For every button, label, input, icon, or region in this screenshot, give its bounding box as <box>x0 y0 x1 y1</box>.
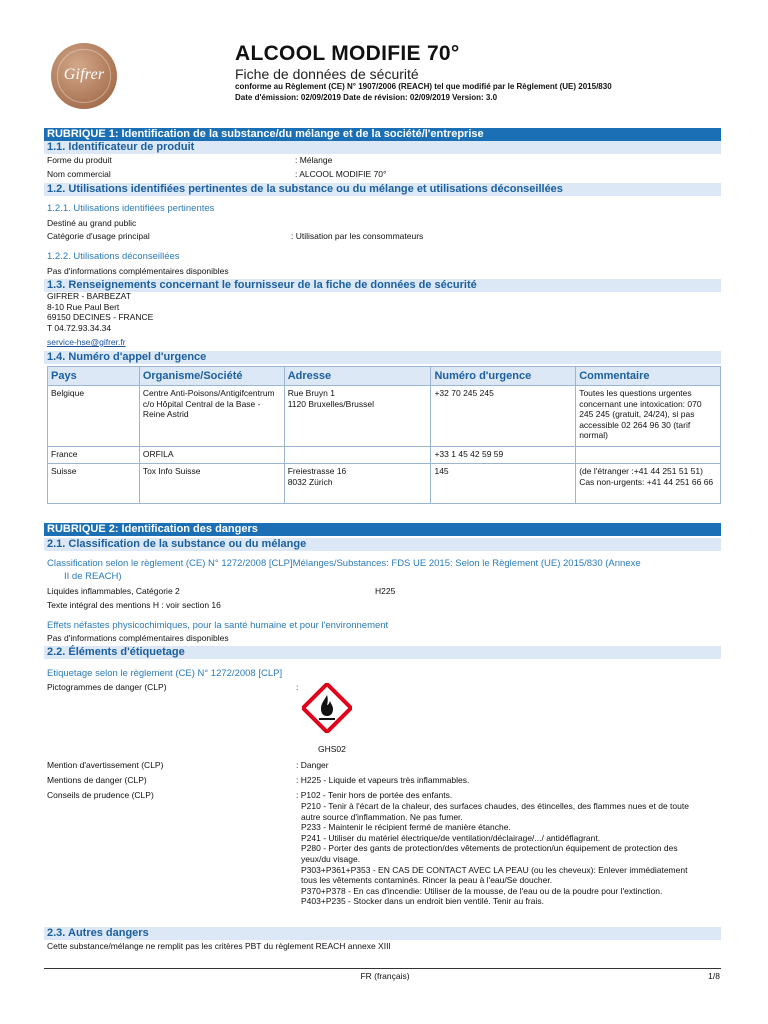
destine-text: Destiné au grand public <box>47 218 137 228</box>
col-header-organisme: Organisme/Société <box>139 367 284 386</box>
section-1-4-header: 1.4. Numéro d'appel d'urgence <box>44 351 721 364</box>
table-row <box>48 447 721 464</box>
cell-commentaire: (de l'étranger :+41 44 251 51 51) Cas non-urgents: +41 44 251 66 66 <box>576 464 721 504</box>
gifrer-logo <box>51 43 117 109</box>
conseil-item: P233 - Maintenir le récipient fermé de manière étanche. <box>301 822 511 833</box>
supplier-line: 8-10 Rue Paul Bert <box>47 301 120 312</box>
categorie-value: : Utilisation par les consommateurs <box>291 231 424 241</box>
conseil-item: P403+P235 - Stocker dans un endroit bien ventilé. Tenir au frais. <box>301 896 544 907</box>
conseils-first: : P102 - Tenir hors de portée des enfants. <box>296 790 453 800</box>
cell-commentaire <box>576 447 721 464</box>
cell-numero: +33 1 45 42 59 59 <box>431 447 576 464</box>
col-header-numero: Numéro d'urgence <box>431 367 576 386</box>
categorie-label: Catégorie d'usage principal <box>47 231 150 241</box>
flame-pictogram-icon <box>302 683 352 733</box>
pas-info-2: Pas d'informations complémentaires disponibles <box>47 633 229 643</box>
supplier-line: GIFRER - BARBEZAT <box>47 291 131 301</box>
mentions-danger-value: : H225 - Liquide et vapeurs très inflammables. <box>296 775 470 785</box>
cell-numero: 145 <box>431 464 576 504</box>
emergency-table <box>47 366 721 504</box>
liquides-label: Liquides inflammables, Catégorie 2 <box>47 586 180 596</box>
conseil-item: P210 - Tenir à l'écart de la chaleur, des surfaces chaudes, des étincelles, des flammes nues et de toute autre source d'inflammation. Ne pas fumer. <box>301 801 689 822</box>
conseils-list <box>301 801 701 907</box>
mention-avert-label: Mention d'avertissement (CLP) <box>47 760 164 770</box>
footer-divider <box>44 968 721 969</box>
supplier-line: 69150 DECINES - FRANCE <box>47 312 154 322</box>
autres-dangers-text: Cette substance/mélange ne remplit pas les critères PBT du règlement REACH annexe XIII <box>47 941 391 951</box>
conformity-line: conforme au Règlement (CE) N° 1907/2006 (REACH) tel que modifié par le Règlement (UE) 2015/830 <box>235 82 612 91</box>
dates-line: Date d'émission: 02/09/2019 Date de révision: 02/09/2019 Version: 3.0 <box>235 93 498 102</box>
document-title: ALCOOL MODIFIE 70° <box>235 42 460 65</box>
section-1-2-header: 1.2. Utilisations identifiées pertinentes de la substance ou du mélange et utilisations déconseillées <box>44 183 721 196</box>
conseil-item: P370+P378 - En cas d'incendie: Utiliser de la mousse, de l'eau ou de la poudre pour l'extinction. <box>301 885 663 896</box>
footer-page-number: 1/8 <box>708 971 720 981</box>
cell-adresse: Freiestrasse 16 8032 Zürich <box>284 464 431 504</box>
document-subtitle: Fiche de données de sécurité <box>235 66 419 82</box>
cell-organisme: Centre Anti-Poisons/Antigifcentrum c/o Hôpital Central de la Base - Reine Astrid <box>139 386 284 447</box>
footer-language: FR (français) <box>360 971 410 981</box>
conseil-item: P303+P361+P353 - EN CAS DE CONTACT AVEC LA PEAU (ou les cheveux): Enlever immédiatement tous les vêtements contaminés. Rincer la peau à l'eau/Se doucher. <box>301 864 688 886</box>
section-1-3-header: 1.3. Renseignements concernant le fournisseur de la fiche de données de sécurité <box>44 279 721 292</box>
nom-label: Nom commercial <box>47 169 111 179</box>
cell-numero: +32 70 245 245 <box>431 386 576 447</box>
rubrique-2-header: RUBRIQUE 2: Identification des dangers <box>44 523 721 536</box>
section-2-3-header: 2.3. Autres dangers <box>44 927 721 940</box>
nom-value: : ALCOOL MODIFIE 70° <box>295 169 387 179</box>
supplier-address <box>47 291 153 333</box>
cell-commentaire: Toutes les questions urgentes concernant une intoxication: 070 245 245 (gratuit, 24/24), si pas accessible 02 264 96 30 (tarif normal) <box>576 386 721 447</box>
pictogrammes-colon: : <box>296 682 299 692</box>
classification-line-2: II de REACH) <box>64 571 122 582</box>
cell-organisme: Tox Info Suisse <box>139 464 284 504</box>
pictogrammes-label: Pictogrammes de danger (CLP) <box>47 682 167 692</box>
texte-integral: Texte intégral des mentions H : voir section 16 <box>47 600 221 610</box>
forme-value: : Mélange <box>295 155 333 165</box>
conseil-item: P280 - Porter des gants de protection/des vêtements de protection/un équipement de protection des yeux/du visage. <box>301 843 678 864</box>
supplier-line: T 04.72.93.34.34 <box>47 322 112 333</box>
cell-organisme: ORFILA <box>139 447 284 464</box>
classification-line-1: Classification selon le règlement (CE) N° 1272/2008 [CLP]Mélanges/Substances: FDS UE 2015: Selon le Règlement (UE) 2015/830 (Annexe <box>47 558 641 569</box>
cell-pays: Suisse <box>48 464 140 504</box>
cell-pays: France <box>48 447 140 464</box>
rubrique-1-header: RUBRIQUE 1: Identification de la substance/du mélange et de la société/l'entreprise <box>44 128 721 141</box>
pas-info-text: Pas d'informations complémentaires disponibles <box>47 266 229 276</box>
conseils-label: Conseils de prudence (CLP) <box>47 790 154 800</box>
conseil-item: P241 - Utiliser du matériel électrique/de ventilation/déclairage/.../ antidéflagrant. <box>301 832 601 843</box>
cell-pays: Belgique <box>48 386 140 447</box>
cell-adresse: Rue Bruyn 1 1120 Bruxelles/Brussel <box>284 386 431 447</box>
forme-label: Forme du produit <box>47 155 112 165</box>
table-row <box>48 386 721 447</box>
effets-nefastes: Effets néfastes physicochimiques, pour la santé humaine et pour l'environnement <box>47 620 389 631</box>
logo-text: Gifrer <box>63 66 105 83</box>
table-row <box>48 464 721 504</box>
section-2-1-header: 2.1. Classification de la substance ou du mélange <box>44 538 721 551</box>
etiquetage-line: Etiquetage selon le règlement (CE) N° 1272/2008 [CLP] <box>47 668 283 679</box>
section-2-2-header: 2.2. Éléments d'étiquetage <box>44 646 721 659</box>
cell-adresse <box>284 447 431 464</box>
supplier-email-link[interactable]: service-hse@gifrer.fr <box>47 337 126 347</box>
mentions-danger-label: Mentions de danger (CLP) <box>47 775 147 785</box>
liquides-value: H225 <box>375 586 396 596</box>
ghs-code: GHS02 <box>318 744 346 754</box>
col-header-pays: Pays <box>48 367 140 386</box>
sub-1-2-2: 1.2.2. Utilisations déconseillées <box>47 251 180 262</box>
sub-1-2-1: 1.2.1. Utilisations identifiées pertinentes <box>47 203 215 214</box>
col-header-adresse: Adresse <box>284 367 431 386</box>
col-header-commentaire: Commentaire <box>576 367 721 386</box>
section-1-1-header: 1.1. Identificateur de produit <box>44 141 721 154</box>
mention-avert-value: : Danger <box>296 760 329 770</box>
table-header-row <box>48 367 721 386</box>
